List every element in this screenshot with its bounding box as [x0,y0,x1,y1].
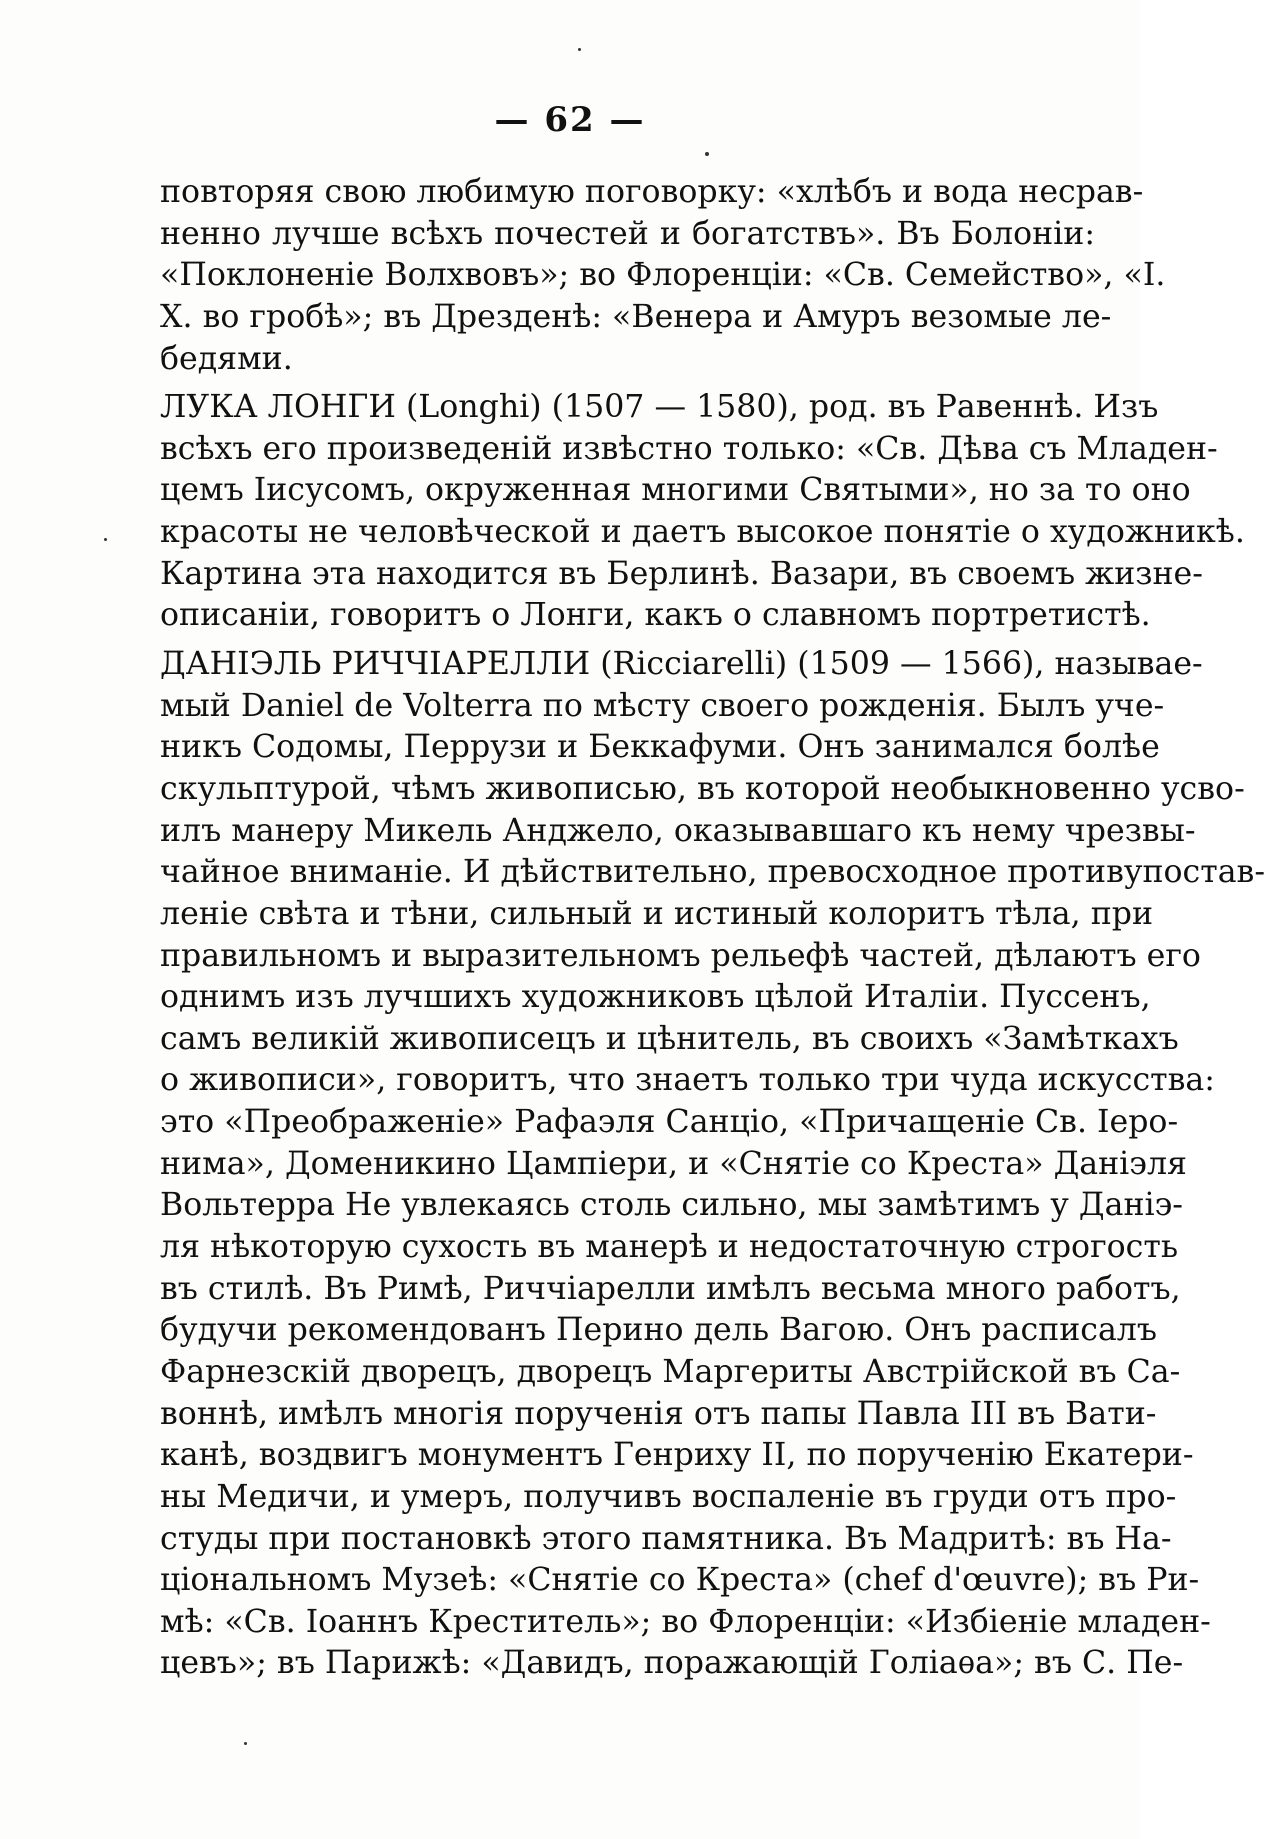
text-line: всѣхъ его произведеній извѣстно только: «Св. Дѣва съ Младен- [160,430,1218,467]
text-line: повторяя свою любимую поговорку: «хлѣбъ и вода несрав- [160,174,1144,210]
scan-speck [104,538,107,541]
text-line: это «Преображеніе» Рафаэля Санціо, «Причащеніе Св. Іеро- [160,1104,1179,1141]
text-line: леніе свѣта и тѣни, сильный и истиный колоритъ тѣла, при [160,895,1154,932]
text-line: илъ манеру Микель Анджело, оказывавшаго къ нему чрезвы- [160,812,1196,849]
text-line: Вольтерра Не увлекаясь столь сильно, мы замѣтимъ у Даніэ- [160,1187,1183,1224]
text-line: однимъ изъ лучшихъ художниковъ цѣлой Италіи. Пуссенъ, [160,979,1151,1016]
text-line: цемъ Іисусомъ, окруженная многими Святыми», но за то оно [160,472,1191,509]
scan-speck [244,1742,247,1745]
text-line: красоты не человѣческой и даетъ высокое понятіе о художникѣ. [160,514,1245,551]
text-line: ля нѣкоторую сухость въ манерѣ и недостаточную строгость [160,1229,1179,1266]
text-line: никъ Содомы, Перрузи и Беккафуми. Онъ занимался болѣе [160,729,1160,766]
text-line: «Поклоненіе Волхвовъ»; во Флоренціи: «Св. Семейство», «I. [160,257,1166,294]
text-body [160,172,1265,1685]
text-line: мый Daniel de Volterra по мѣсту своего рожденія. Былъ уче- [160,687,1165,724]
text-line: правильномъ и выразительномъ рельефѣ частей, дѣлаютъ его [160,937,1201,974]
text-line: описаніи, говоритъ о Лонги, какъ о славномъ портретистѣ. [160,597,1151,634]
text-line: канѣ, воздвигъ монументъ Генриху II, по порученію Екатери- [160,1437,1194,1474]
scan-speck [578,48,581,51]
page-number: — 62 — [494,100,646,140]
text-line: скульптурой, чѣмъ живописью, въ которой необыкновенно усво- [160,770,1245,807]
text-line-entry-start: ДАНІЭЛЬ РИЧЧІАРЕЛЛИ (Ricciarelli) (1509 — 1566), называе- [160,646,1203,683]
text-line: цевъ»; въ Парижѣ: «Давидъ, поражающій Голіаѳа»; въ С. Пе- [160,1645,1184,1682]
text-line: ненно лучше всѣхъ почестей и богатствъ». Въ Болоніи: [160,215,1095,252]
text-line: ціональномъ Музеѣ: «Снятіе со Креста» (chef d'œuvre); въ Ри- [160,1562,1200,1599]
text-line: нима», Доменикино Цампіери, и «Снятіе со Креста» Даніэля [160,1145,1187,1182]
scan-speck [705,152,709,156]
text-line: въ стилѣ. Въ Римѣ, Риччіарелли имѣлъ весьма много работъ, [160,1270,1181,1307]
text-line: воннѣ, имѣлъ многія порученія отъ папы Павла III въ Вати- [160,1395,1157,1432]
text-line: будучи рекомендованъ Перино дель Вагою. Онъ расписалъ [160,1312,1157,1349]
text-line: бедями. [160,340,293,377]
text-line: Фарнезскій дворецъ, дворецъ Маргериты Австрійской въ Са- [160,1353,1181,1390]
text-line: о живописи», говоритъ, что знаетъ только три чуда искусства: [160,1062,1215,1099]
text-line: ны Медичи, и умеръ, получивъ воспаленіе въ груди отъ про- [160,1478,1177,1515]
text-line: Картина эта находится въ Берлинѣ. Вазари, въ своемъ жизне- [160,555,1203,592]
text-line-entry-start: ЛУКА ЛОНГИ (Longhi) (1507 — 1580), род. въ Равеннѣ. Изъ [160,389,1159,426]
text-line: самъ великій живописецъ и цѣнитель, въ своихъ «Замѣткахъ [160,1020,1179,1057]
text-line: студы при постановкѣ этого памятника. Въ Мадритѣ: въ На- [160,1520,1172,1557]
text-line: чайное вниманіе. И дѣйствительно, превосходное противупостав- [160,854,1265,891]
text-line: Х. во гробѣ»; въ Дрезденѣ: «Венера и Амуръ везомые ле- [160,298,1112,335]
text-line: мѣ: «Св. Іоаннъ Креститель»; во Флоренціи: «Избіеніе младен- [160,1603,1211,1640]
